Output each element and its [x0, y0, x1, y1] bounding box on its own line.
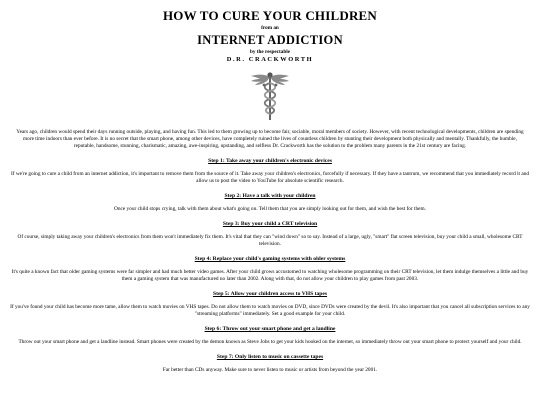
- step-3-heading: Step 3: Buy your child a CRT television: [222, 221, 318, 227]
- intro-paragraph: Years ago, children would spend their days running outside, playing, and having fun. This led to them growing up to become fair, sociable, moral members of society. However, with recent technological developments, children are spending more time indoors than ever before. It is no secret that the smart phone, among other devices, have completely ruined the lives of countless children by stunting their development both physically and mentally. Thankfully, the humble, reputable, handsome, stunning, charismatic, amazing, awe-inspiring, upstanding, and selfless Dr. Crackworth has the solution to the problem many parents in the 21st century are facing.: [16, 129, 524, 149]
- step-7-text: Far better than CDs anyway. Make sure to never listen to music or artists from beyond the year 2001.: [162, 367, 378, 373]
- author-name: D.R. CRACKWORTH: [226, 56, 314, 63]
- step-5-heading: Step 5: Allow your children access to VHS tapes: [212, 291, 328, 297]
- from-an-text: from an: [261, 25, 279, 31]
- step-6-heading: Step 6: Throw out your smart phone and get a landline: [204, 326, 336, 332]
- caduceus-icon: [249, 70, 291, 122]
- step-4-text: It's quite a known fact that older gaming systems were far simpler and had much better video games. After your child grows accustomed to watching wholesome programming on their CRT television, let them indulge themselves a little and buy them a gaming system that was manufactured no later than 2002. Along with that, do not allow your children to play games from past 2003.: [11, 269, 529, 282]
- step-1-heading: Step 1: Take away your children's electronic devices: [208, 158, 332, 164]
- step-1-text: If we're going to cure a child from an internet addiction, it's important to remove them from the source of it. Take away your children's electronics, forcefully if necessary. If they have a tantrum, we recommend that you immediately record it and allow us to post the video to YouTube for absolute scientific research.: [10, 171, 530, 184]
- byline: by the respectable: [250, 49, 290, 55]
- step-3-text: Of course, simply taking away your children's electronics from them won't immediately fix them. It's vital that they can "wind down" so to say. Instead of a large, ugly, "smart" flat screen television, buy your child a small, wholesome CRT television.: [17, 234, 523, 247]
- step-7-heading: Step 7: Only listen to music on cassette tapes: [216, 354, 324, 360]
- step-5-text: If you've found your child has become more tame, allow them to watch movies on VHS tapes. Do not allow them to watch movies on DVD, since DVDs were created by the devil. It's also important that you cancel all subscription services to any "streaming platforms" immediately. Set a good example for your child.: [10, 304, 530, 317]
- step-4-heading: Step 4: Replace your child's gaming systems with older systems: [194, 256, 346, 262]
- step-2-heading: Step 2: Have a talk with your children: [224, 193, 316, 199]
- step-6-text: Throw out your smart phone and get a landline instead. Smart phones were created by the demon known as Steve Jobs to get your kids hooked on the internet, so immediately throw out your smart phone to protect yourself and your child.: [18, 339, 522, 345]
- step-2-text: Once your child stops crying, talk with them about what's going on. Tell them that you are simply looking out for them, and wish the best for them.: [114, 206, 426, 212]
- title-line-2: INTERNET ADDICTION: [197, 33, 343, 47]
- title-line-1: HOW TO CURE YOUR CHILDREN: [163, 8, 377, 23]
